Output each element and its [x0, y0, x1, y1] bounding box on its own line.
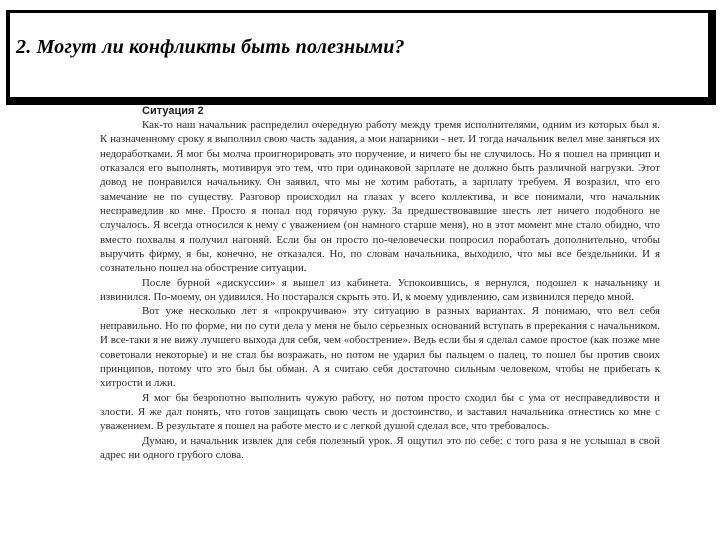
slide-title: 2. Могут ли конфликты быть полезными?: [16, 36, 405, 58]
paragraph-2: После бурной «дискуссии» я вышел из кабинета. Успокоившись, я вернулся, подошел к начальнику и извинился. По-моему, он удивился. Но постарался скрыть это. И, к моему удивлению, сам извинился передо мной.: [100, 276, 660, 304]
paragraph-1: Как-то наш начальник распределил очередную работу между тремя исполнителями, одним из которых был я. К назначенному сроку я выполнил свою часть задания, а мои напарники - нет. И тогда начальник велел мне заняться их недоработками. Я мог бы молча проигнорировать это поручение, и ничего бы не случилось. Но я пошел на принцип и отказался его выполнять, мотивируя это тем, что при одинаковой зарплате не должно быть различной нагрузки. Этот довод не понравился начальнику. Он заявил, что мы не хотим работать, а зарплату требуем. Я возразил, что его замечание не по существу. Разговор происходил на глазах у всего коллектива, и все понимали, что начальник несправедлив ко мне. Просто я попал под горячую руку. За предшествовавшие шесть лет ничего подобного не случалось. Я всегда относился к нему с уважением (он намного старше меня), но в этот момент мне стало обидно, что вместо похвалы я получил нагоняй. Если бы он просто по-человечески попросил поработать дополнительно, чтобы выручить фирму, я бы, конечно, не отказался. Но, по словам начальника, выходило, что мы все бездельники. И я сознательно пошел на обострение ситуации.: [100, 119, 660, 275]
situation-heading: Ситуация 2: [142, 105, 204, 117]
paragraph-3: Вот уже несколько лет я «прокручиваю» эту ситуацию в разных вариантах. Я понимаю, что вел себя неправильно. Но по форме, ни по сути дела у меня не было серьезных оснований вступать в пререкания с начальником. И все-таки я не вижу лучшего выхода для себя, чем «обострение». Ведь если бы я сделал самое простое (как позже мне советовали некоторые) и не стал бы возражать, но потом не ударил бы пальцем о палец, то пошел бы против своих принципов, потому что это был бы обман. А я считаю себя достаточно сильным человеком, чтобы не прибегать к хитрости и лжи.: [100, 305, 660, 390]
paragraph-4: Я мог бы безропотно выполнить чужую работу, но потом просто сходил бы с ума от несправедливости и злости. Я же дал понять, что готов защищать свою честь и достоинство, и заставил начальника отнестись ко мне с уважением. В результате я пошел на работе место и с легкой душой сделал все, что требовалось.: [100, 391, 660, 433]
scanned-text-image: [100, 104, 660, 538]
paragraph-5: Думаю, и начальник извлек для себя полезный урок. Я ощутил это по себе: с того раза я не услышал в свой адрес ни одного грубого слова.: [100, 434, 660, 461]
